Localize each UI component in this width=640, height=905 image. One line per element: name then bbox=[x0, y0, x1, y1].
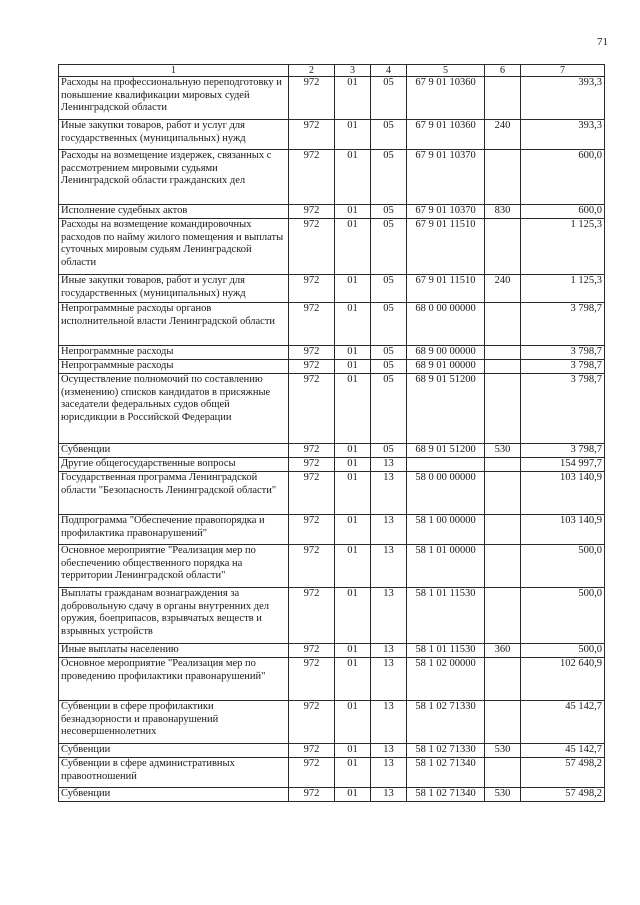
row-pr-cell: 13 bbox=[371, 758, 407, 788]
row-gr-cell: 972 bbox=[289, 701, 335, 744]
row-name-cell: Непрограммные расходы органов исполнительной власти Ленинградской области bbox=[59, 303, 289, 346]
table-row bbox=[59, 744, 605, 758]
row-pr-cell: 05 bbox=[371, 77, 407, 120]
row-name-cell: Субвенции bbox=[59, 444, 289, 458]
table-row bbox=[59, 515, 605, 545]
table-row bbox=[59, 374, 605, 444]
header-cell: 6 bbox=[485, 65, 521, 77]
row-amount-cell: 57 498,2 bbox=[521, 758, 605, 788]
row-amount-cell: 3 798,7 bbox=[521, 346, 605, 360]
row-gr-cell: 972 bbox=[289, 458, 335, 472]
row-amount-cell: 3 798,7 bbox=[521, 444, 605, 458]
row-gr-cell: 972 bbox=[289, 303, 335, 346]
row-csr-cell: 68 9 01 51200 bbox=[407, 444, 485, 458]
row-name-cell: Основное мероприятие "Реализация мер по проведению профилактики правонарушений" bbox=[59, 658, 289, 701]
row-gr-cell: 972 bbox=[289, 515, 335, 545]
row-gr-cell: 972 bbox=[289, 219, 335, 275]
row-rz-cell: 01 bbox=[335, 374, 371, 444]
row-csr-cell: 67 9 01 10370 bbox=[407, 150, 485, 205]
row-amount-cell: 500,0 bbox=[521, 588, 605, 644]
row-vr-cell bbox=[485, 701, 521, 744]
row-gr-cell: 972 bbox=[289, 150, 335, 205]
row-gr-cell: 972 bbox=[289, 444, 335, 458]
row-rz-cell: 01 bbox=[335, 346, 371, 360]
table-row bbox=[59, 472, 605, 515]
row-rz-cell: 01 bbox=[335, 120, 371, 150]
row-csr-cell: 58 1 02 71330 bbox=[407, 701, 485, 744]
row-rz-cell: 01 bbox=[335, 150, 371, 205]
header-cell: 2 bbox=[289, 65, 335, 77]
row-csr-cell: 58 1 02 71340 bbox=[407, 788, 485, 802]
row-csr-cell: 68 9 00 00000 bbox=[407, 346, 485, 360]
row-vr-cell bbox=[485, 77, 521, 120]
row-pr-cell: 05 bbox=[371, 150, 407, 205]
table-row bbox=[59, 788, 605, 802]
row-pr-cell: 05 bbox=[371, 303, 407, 346]
row-pr-cell: 13 bbox=[371, 788, 407, 802]
row-name-cell: Расходы на возмещение командировочных расходов по найму жилого помещения и выплаты суточных мировым судьям Ленинградской области bbox=[59, 219, 289, 275]
row-gr-cell: 972 bbox=[289, 788, 335, 802]
row-vr-cell: 530 bbox=[485, 444, 521, 458]
row-csr-cell: 58 1 02 71340 bbox=[407, 758, 485, 788]
row-vr-cell: 240 bbox=[485, 275, 521, 303]
row-rz-cell: 01 bbox=[335, 515, 371, 545]
row-vr-cell bbox=[485, 150, 521, 205]
header-cell: 4 bbox=[371, 65, 407, 77]
page-number: 71 bbox=[597, 36, 608, 48]
row-gr-cell: 972 bbox=[289, 346, 335, 360]
row-csr-cell: 58 1 00 00000 bbox=[407, 515, 485, 545]
row-pr-cell: 05 bbox=[371, 205, 407, 219]
table-row bbox=[59, 644, 605, 658]
row-vr-cell: 360 bbox=[485, 644, 521, 658]
row-csr-cell: 68 9 01 51200 bbox=[407, 374, 485, 444]
row-amount-cell: 1 125,3 bbox=[521, 275, 605, 303]
row-name-cell: Непрограммные расходы bbox=[59, 346, 289, 360]
table-row bbox=[59, 219, 605, 275]
row-name-cell: Подпрограмма "Обеспечение правопорядка и профилактика правонарушений" bbox=[59, 515, 289, 545]
row-rz-cell: 01 bbox=[335, 303, 371, 346]
table-row bbox=[59, 758, 605, 788]
row-amount-cell: 57 498,2 bbox=[521, 788, 605, 802]
row-csr-cell: 67 9 01 10360 bbox=[407, 77, 485, 120]
row-name-cell: Субвенции bbox=[59, 744, 289, 758]
row-csr-cell: 67 9 01 10360 bbox=[407, 120, 485, 150]
row-rz-cell: 01 bbox=[335, 644, 371, 658]
row-vr-cell bbox=[485, 360, 521, 374]
row-rz-cell: 01 bbox=[335, 275, 371, 303]
row-gr-cell: 972 bbox=[289, 374, 335, 444]
row-rz-cell: 01 bbox=[335, 360, 371, 374]
row-amount-cell: 103 140,9 bbox=[521, 515, 605, 545]
row-vr-cell bbox=[485, 458, 521, 472]
table-row bbox=[59, 303, 605, 346]
row-name-cell: Иные закупки товаров, работ и услуг для государственных (муниципальных) нужд bbox=[59, 275, 289, 303]
row-vr-cell bbox=[485, 472, 521, 515]
row-pr-cell: 05 bbox=[371, 346, 407, 360]
row-rz-cell: 01 bbox=[335, 458, 371, 472]
table-row bbox=[59, 444, 605, 458]
row-pr-cell: 13 bbox=[371, 545, 407, 588]
row-name-cell: Иные выплаты населению bbox=[59, 644, 289, 658]
row-vr-cell: 240 bbox=[485, 120, 521, 150]
row-vr-cell bbox=[485, 545, 521, 588]
row-rz-cell: 01 bbox=[335, 744, 371, 758]
row-csr-cell: 67 9 01 10370 bbox=[407, 205, 485, 219]
row-csr-cell: 58 1 01 00000 bbox=[407, 545, 485, 588]
table-row bbox=[59, 458, 605, 472]
table-row bbox=[59, 360, 605, 374]
header-cell: 5 bbox=[407, 65, 485, 77]
table-row bbox=[59, 346, 605, 360]
row-pr-cell: 05 bbox=[371, 374, 407, 444]
table-row bbox=[59, 588, 605, 644]
row-csr-cell: 58 1 01 11530 bbox=[407, 644, 485, 658]
table-row bbox=[59, 545, 605, 588]
row-vr-cell bbox=[485, 219, 521, 275]
row-csr-cell: 68 9 01 00000 bbox=[407, 360, 485, 374]
row-name-cell: Государственная программа Ленинградской области "Безопасность Ленинградской области" bbox=[59, 472, 289, 515]
row-gr-cell: 972 bbox=[289, 644, 335, 658]
row-gr-cell: 972 bbox=[289, 120, 335, 150]
row-amount-cell: 600,0 bbox=[521, 150, 605, 205]
row-gr-cell: 972 bbox=[289, 545, 335, 588]
row-name-cell: Субвенции в сфере профилактики безнадзорности и правонарушений несовершеннолетних bbox=[59, 701, 289, 744]
header-cell: 7 bbox=[521, 65, 605, 77]
row-name-cell: Субвенции bbox=[59, 788, 289, 802]
row-name-cell: Субвенции в сфере административных правоотношений bbox=[59, 758, 289, 788]
table-row bbox=[59, 275, 605, 303]
row-name-cell: Другие общегосударственные вопросы bbox=[59, 458, 289, 472]
row-amount-cell: 102 640,9 bbox=[521, 658, 605, 701]
row-amount-cell: 3 798,7 bbox=[521, 360, 605, 374]
row-amount-cell: 393,3 bbox=[521, 77, 605, 120]
row-gr-cell: 972 bbox=[289, 472, 335, 515]
row-csr-cell: 67 9 01 11510 bbox=[407, 275, 485, 303]
row-vr-cell bbox=[485, 346, 521, 360]
row-vr-cell bbox=[485, 515, 521, 545]
row-amount-cell: 500,0 bbox=[521, 644, 605, 658]
row-rz-cell: 01 bbox=[335, 701, 371, 744]
row-pr-cell: 13 bbox=[371, 472, 407, 515]
row-name-cell: Иные закупки товаров, работ и услуг для государственных (муниципальных) нужд bbox=[59, 120, 289, 150]
table-header-row bbox=[59, 65, 605, 77]
row-vr-cell: 530 bbox=[485, 788, 521, 802]
row-name-cell: Основное мероприятие "Реализация мер по обеспечению общественного порядка на территории Ленинградской области" bbox=[59, 545, 289, 588]
row-rz-cell: 01 bbox=[335, 758, 371, 788]
row-name-cell: Расходы на возмещение издержек, связанных с рассмотрением мировыми судьями Ленинградской области гражданских дел bbox=[59, 150, 289, 205]
row-pr-cell: 05 bbox=[371, 444, 407, 458]
row-amount-cell: 3 798,7 bbox=[521, 303, 605, 346]
table-row bbox=[59, 150, 605, 205]
row-name-cell: Непрограммные расходы bbox=[59, 360, 289, 374]
row-vr-cell bbox=[485, 658, 521, 701]
row-amount-cell: 500,0 bbox=[521, 545, 605, 588]
row-vr-cell bbox=[485, 758, 521, 788]
row-pr-cell: 13 bbox=[371, 588, 407, 644]
row-rz-cell: 01 bbox=[335, 545, 371, 588]
row-name-cell: Исполнение судебных актов bbox=[59, 205, 289, 219]
row-amount-cell: 600,0 bbox=[521, 205, 605, 219]
row-name-cell: Осуществление полномочий по составлению (изменению) списков кандидатов в присяжные заседатели федеральных судов общей юрисдикции в Российской Федерации bbox=[59, 374, 289, 444]
row-pr-cell: 13 bbox=[371, 644, 407, 658]
row-rz-cell: 01 bbox=[335, 658, 371, 701]
table-row bbox=[59, 77, 605, 120]
row-gr-cell: 972 bbox=[289, 588, 335, 644]
row-name-cell: Расходы на профессиональную переподготовку и повышение квалификации мировых судей Ленинградской области bbox=[59, 77, 289, 120]
row-gr-cell: 972 bbox=[289, 360, 335, 374]
row-amount-cell: 154 997,7 bbox=[521, 458, 605, 472]
row-amount-cell: 3 798,7 bbox=[521, 374, 605, 444]
table-row bbox=[59, 658, 605, 701]
row-amount-cell: 103 140,9 bbox=[521, 472, 605, 515]
row-pr-cell: 13 bbox=[371, 658, 407, 701]
row-gr-cell: 972 bbox=[289, 205, 335, 219]
row-vr-cell bbox=[485, 374, 521, 444]
row-gr-cell: 972 bbox=[289, 744, 335, 758]
row-vr-cell: 530 bbox=[485, 744, 521, 758]
row-pr-cell: 05 bbox=[371, 360, 407, 374]
row-pr-cell: 05 bbox=[371, 275, 407, 303]
row-amount-cell: 1 125,3 bbox=[521, 219, 605, 275]
row-pr-cell: 05 bbox=[371, 219, 407, 275]
row-gr-cell: 972 bbox=[289, 758, 335, 788]
row-pr-cell: 13 bbox=[371, 744, 407, 758]
row-rz-cell: 01 bbox=[335, 472, 371, 515]
table-row bbox=[59, 701, 605, 744]
row-rz-cell: 01 bbox=[335, 219, 371, 275]
row-gr-cell: 972 bbox=[289, 77, 335, 120]
row-csr-cell: 68 0 00 00000 bbox=[407, 303, 485, 346]
table-row bbox=[59, 205, 605, 219]
table-row bbox=[59, 120, 605, 150]
header-cell: 3 bbox=[335, 65, 371, 77]
row-vr-cell bbox=[485, 303, 521, 346]
row-pr-cell: 13 bbox=[371, 701, 407, 744]
row-pr-cell: 05 bbox=[371, 120, 407, 150]
row-vr-cell bbox=[485, 588, 521, 644]
row-amount-cell: 45 142,7 bbox=[521, 701, 605, 744]
row-rz-cell: 01 bbox=[335, 205, 371, 219]
row-amount-cell: 45 142,7 bbox=[521, 744, 605, 758]
row-pr-cell: 13 bbox=[371, 515, 407, 545]
row-pr-cell: 13 bbox=[371, 458, 407, 472]
row-csr-cell bbox=[407, 458, 485, 472]
row-gr-cell: 972 bbox=[289, 275, 335, 303]
row-amount-cell: 393,3 bbox=[521, 120, 605, 150]
row-rz-cell: 01 bbox=[335, 77, 371, 120]
row-csr-cell: 58 1 02 71330 bbox=[407, 744, 485, 758]
row-vr-cell: 830 bbox=[485, 205, 521, 219]
row-gr-cell: 972 bbox=[289, 658, 335, 701]
header-cell: 1 bbox=[59, 65, 289, 77]
row-csr-cell: 58 1 02 00000 bbox=[407, 658, 485, 701]
row-csr-cell: 58 1 01 11530 bbox=[407, 588, 485, 644]
row-rz-cell: 01 bbox=[335, 444, 371, 458]
row-csr-cell: 67 9 01 11510 bbox=[407, 219, 485, 275]
budget-table bbox=[58, 64, 605, 802]
row-rz-cell: 01 bbox=[335, 588, 371, 644]
row-rz-cell: 01 bbox=[335, 788, 371, 802]
row-csr-cell: 58 0 00 00000 bbox=[407, 472, 485, 515]
row-name-cell: Выплаты гражданам вознаграждения за добровольную сдачу в органы внутренних дел оружия, боеприпасов, взрывчатых веществ и взрывных устройств bbox=[59, 588, 289, 644]
